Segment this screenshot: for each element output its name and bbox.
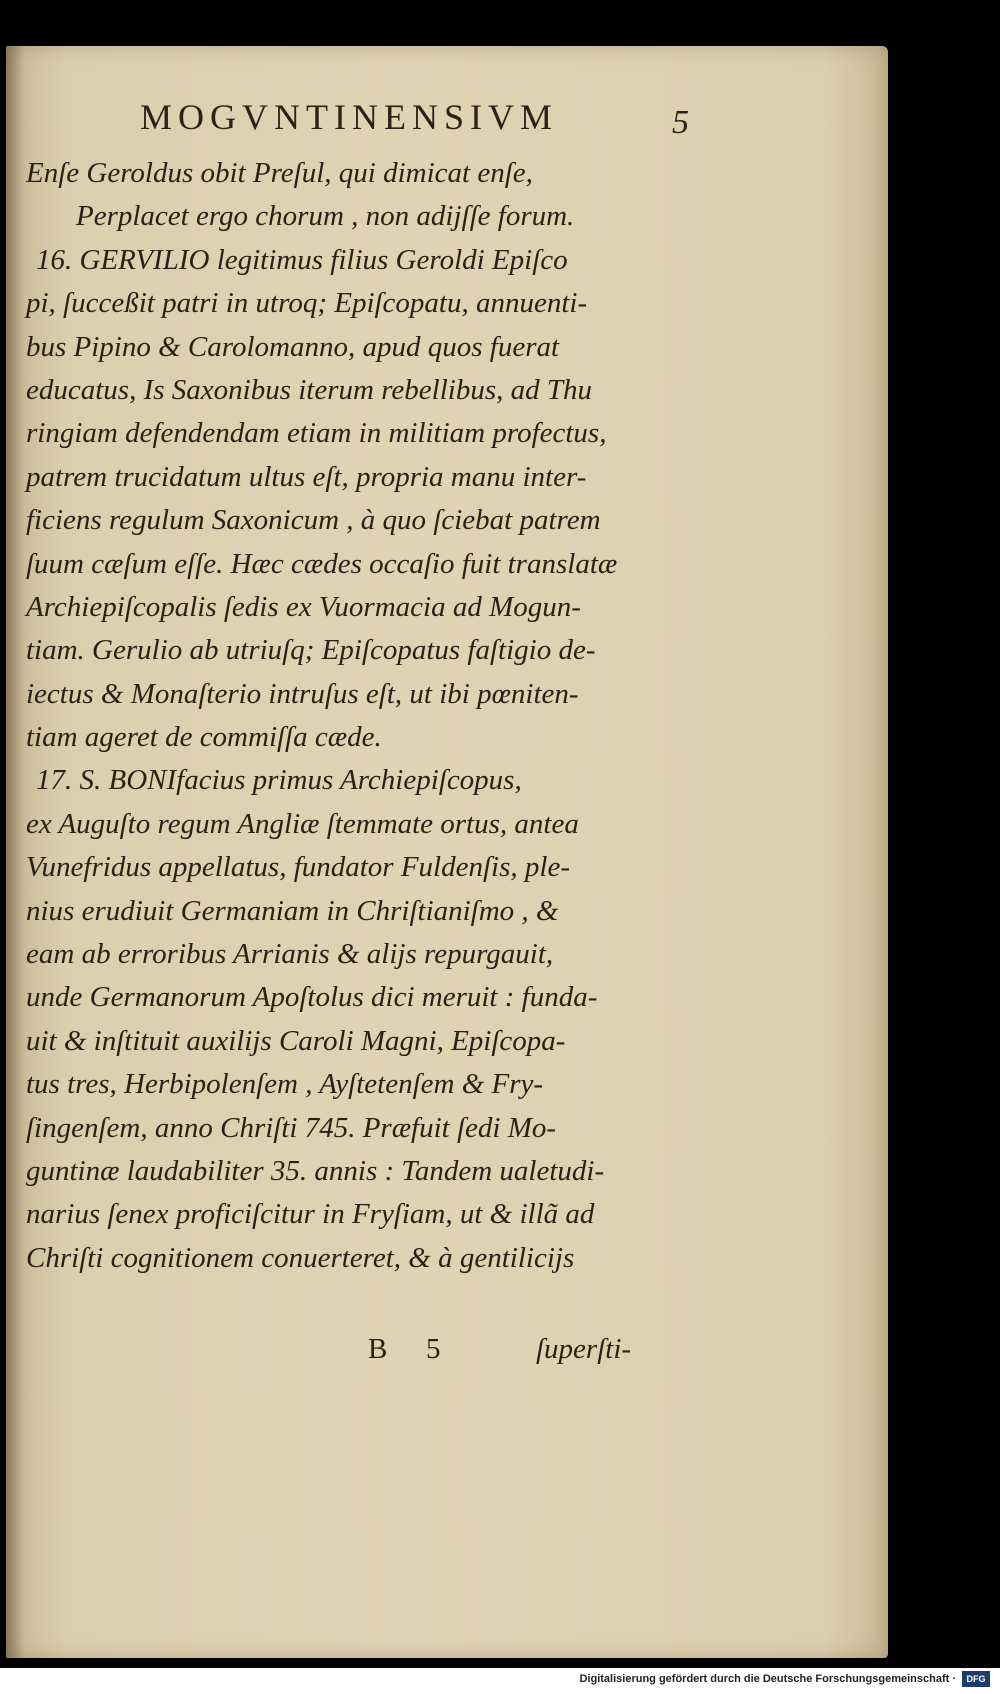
footer-bar [0, 1668, 1000, 1694]
running-head: MOGVNTINENSIVM [140, 97, 558, 137]
text-line: Enſe Geroldus obit Preſul, qui dimicat enſe, [26, 157, 533, 189]
text-line: 16. GERVILIO legitimus filius Geroldi Epiſco [36, 243, 568, 276]
footer-credit: Digitalisierung gefördert durch die Deutsche Forschungsgemeinschaft · [579, 1673, 956, 1685]
text-line: pi, ſucceßit patri in utroq; Epiſcopatu, annuenti- [26, 287, 588, 320]
text-line: unde Germanorum Apoſtolus dici meruit : funda- [26, 981, 598, 1014]
text-line: educatus, Is Saxonibus iterum rebellibus, ad Thu [26, 373, 592, 406]
text-line: patrem trucidatum ultus eſt, propria manu inter- [26, 460, 587, 493]
text-line: Perplacet ergo chorum , non adijſſe forum. [76, 200, 575, 233]
page-gutter-shadow [6, 46, 24, 1658]
text-line: nius erudiuit Germaniam in Chriſtianiſmo , & [26, 894, 559, 927]
text-line: tiam ageret de commiſſa cæde. [26, 721, 382, 754]
text-line: Chriſti cognitionem conuerteret, & à gentilicijs [26, 1241, 575, 1274]
folio-number: 5 [672, 104, 689, 141]
text-line: guntinæ laudabiliter 35. annis : Tandem ualetudi- [26, 1154, 605, 1187]
dfg-logo-icon: DFG [962, 1671, 990, 1687]
signature-mark: B [368, 1333, 388, 1365]
body-text [26, 152, 686, 1280]
text-line: ringiam defendendam etiam in militiam profectus, [26, 417, 607, 450]
text-line: Archiepiſcopalis ſedis ex Vuormacia ad Mogun- [26, 590, 581, 623]
text-line: uit & inſtituit auxilijs Caroli Magni, Epiſcopa- [26, 1024, 566, 1057]
text-line: Vunefridus appellatus, fundator Fuldenſis, ple- [26, 851, 570, 884]
catchword: ſuperſti- [536, 1333, 632, 1365]
text-line: ficiens regulum Saxonicum , à quo ſciebat patrem [26, 504, 601, 537]
text-line: narius ſenex proficiſcitur in Fryſiam, ut & illã ad [26, 1198, 595, 1231]
text-line: ſingenſem, anno Chriſti 745. Præfuit ſedi Mo- [26, 1111, 557, 1144]
text-line: tus tres, Herbipolenſem , Ayſtetenſem & Fry- [26, 1068, 544, 1101]
text-line: eam ab erroribus Arrianis & alijs repurgauit, [26, 938, 554, 971]
text-line: ex Auguſto regum Angliæ ſtemmate ortus, antea [26, 807, 579, 840]
text-line: tiam. Gerulio ab utriuſq; Epiſcopatus faſtigio de- [26, 634, 596, 667]
text-line: bus Pipino & Carolomanno, apud quos fuerat [26, 330, 560, 363]
text-line: 17. S. BONIfacius primus Archiepiſcopus, [36, 764, 522, 797]
signature-number: 5 [426, 1333, 441, 1365]
text-line: ſuum cæſum eſſe. Hæc cædes occaſio fuit translatæ [26, 547, 618, 580]
text-line: iectus & Monaſterio intruſus eſt, ut ibi pœniten- [26, 677, 579, 710]
